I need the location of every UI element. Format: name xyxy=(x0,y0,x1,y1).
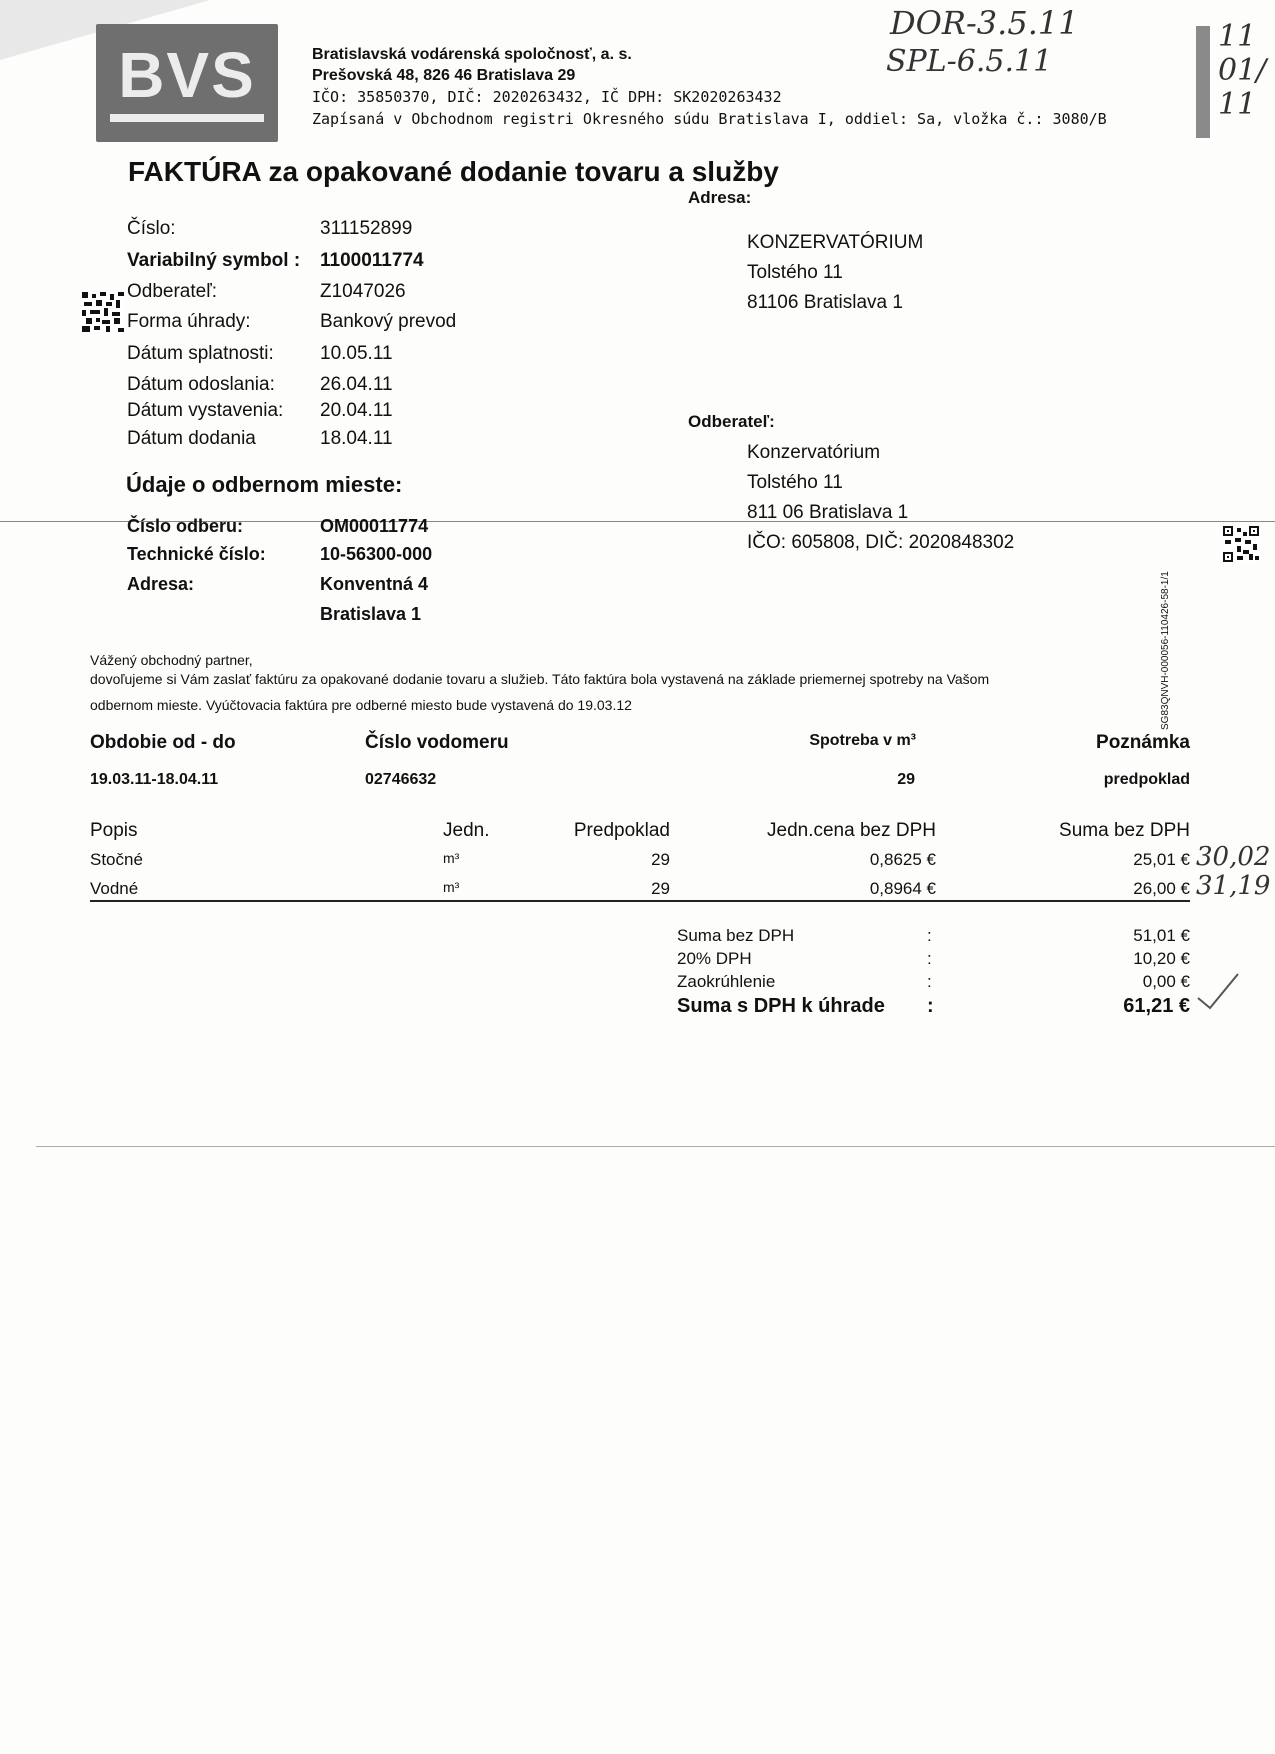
customer-line: 811 06 Bratislava 1 xyxy=(747,502,909,523)
invoice-field-label: Dátum dodania xyxy=(127,428,256,449)
consumption-point-heading: Údaje o odbernom mieste: xyxy=(126,472,403,497)
invoice-field-label: Dátum vystavenia: xyxy=(127,400,284,421)
meter-consumption: 29 xyxy=(897,771,915,788)
qr-code-right-icon xyxy=(1223,526,1259,562)
item-qty: 29 xyxy=(651,879,670,898)
meter-header-consumption: Spotreba v m³ xyxy=(809,732,916,749)
scan-mark-right xyxy=(1196,26,1210,138)
customer-line: Konzervatórium xyxy=(747,442,881,463)
consumption-point-label: Adresa: xyxy=(127,574,195,594)
address-heading: Adresa: xyxy=(688,188,752,207)
invoice-field-label: Forma úhrady: xyxy=(127,311,251,332)
company-register: Zapísaná v Obchodnom registri Okresného súdu Bratislava I, oddiel: Sa, vložka č.: 3080/B xyxy=(312,110,1107,128)
consumption-point-value: 10-56300-000 xyxy=(320,544,433,564)
total-separator: : xyxy=(927,972,932,991)
company-logo xyxy=(96,24,278,142)
company-address: Prešovská 48, 826 46 Bratislava 29 xyxy=(312,67,576,84)
customer-line: Tolstého 11 xyxy=(747,472,843,493)
invoice-field-value: 20.04.11 xyxy=(320,400,393,421)
invoice-field-label: Číslo: xyxy=(127,218,176,239)
side-document-code: SG83QNVH-000056-110426-58-1/1 xyxy=(1160,571,1171,730)
item-price: 0,8625 € xyxy=(869,850,936,869)
item-desc: Vodné xyxy=(90,879,139,898)
total-label: Suma bez DPH xyxy=(677,926,795,945)
handwritten-correction: 30,02 xyxy=(1196,842,1271,872)
address-line: KONZERVATÓRIUM xyxy=(747,232,924,253)
total-label: Zaokrúhlenie xyxy=(677,972,776,991)
address-line: 81106 Bratislava 1 xyxy=(747,292,903,313)
company-name: Bratislavská vodárenská spoločnosť, a. s. xyxy=(312,46,632,63)
item-sum: 25,01 € xyxy=(1133,850,1190,869)
total-value: 0,00 € xyxy=(1142,972,1190,991)
company-ids: IČO: 35850370, DIČ: 2020263432, IČ DPH: SK2020263432 xyxy=(312,88,782,106)
invoice-field-label: Odberateľ: xyxy=(127,281,218,302)
handwritten-note-2: SPL-6.5.11 xyxy=(886,44,1053,79)
invoice-field-label: Variabilný symbol : xyxy=(127,250,301,271)
items-header-sum: Suma bez DPH xyxy=(1059,820,1190,841)
item-price: 0,8964 € xyxy=(869,879,936,898)
item-desc: Stočné xyxy=(90,850,143,869)
total-separator: : xyxy=(927,949,932,968)
invoice-field-value: 10.05.11 xyxy=(320,343,393,364)
handwritten-corner-number: 1101/11 xyxy=(1218,19,1267,122)
item-unit: m³ xyxy=(443,850,460,866)
meter-header-period: Obdobie od - do xyxy=(90,732,236,753)
meter-period: 19.03.11-18.04.11 xyxy=(90,771,219,788)
consumption-point-value: Bratislava 1 xyxy=(320,604,422,624)
total-separator: : xyxy=(927,995,934,1017)
invoice-field-value: 311152899 xyxy=(320,218,413,239)
invoice-field-value: Z1047026 xyxy=(320,281,406,302)
items-bottom-rule xyxy=(90,900,1190,902)
invoice-title: FAKTÚRA za opakované dodanie tovaru a služby xyxy=(128,156,779,187)
item-sum: 26,00 € xyxy=(1133,879,1190,898)
item-unit: m³ xyxy=(443,879,460,895)
invoice-field-label: Dátum odoslania: xyxy=(127,374,275,395)
letter-line-2: odbernom mieste. Vyúčtovacia faktúra pre odberné miesto bude vystavená do 19.03.12 xyxy=(90,697,632,713)
items-header-price: Jedn.cena bez DPH xyxy=(767,820,936,841)
total-label: Suma s DPH k úhrade xyxy=(677,995,885,1017)
letter-line-1: dovoľujeme si Vám zaslať faktúru za opakované dodanie tovaru a služieb. Táto faktúra bola vystavená na základe priemernej spotreby na Vašom xyxy=(90,671,990,687)
customer-heading: Odberateľ: xyxy=(688,412,775,431)
lower-divider xyxy=(36,1146,1275,1147)
logo-stripe xyxy=(110,114,264,122)
address-line: Tolstého 11 xyxy=(747,262,843,283)
consumption-point-value: Konventná 4 xyxy=(320,574,429,594)
meter-header-number: Číslo vodomeru xyxy=(365,732,509,753)
qr-code-left-icon xyxy=(82,292,124,332)
meter-note: predpoklad xyxy=(1103,771,1190,788)
customer-line: IČO: 605808, DIČ: 2020848302 xyxy=(747,532,1015,553)
invoice-field-value: Bankový prevod xyxy=(320,311,457,332)
logo-text: BVS xyxy=(118,39,256,111)
items-header-qty: Predpoklad xyxy=(573,820,670,841)
total-value: 10,20 € xyxy=(1133,949,1190,968)
invoice-field-value: 18.04.11 xyxy=(320,428,393,449)
invoice-field-value: 1100011774 xyxy=(320,250,424,271)
letter-greeting: Vážený obchodný partner, xyxy=(90,652,253,668)
total-value: 61,21 € xyxy=(1123,995,1190,1017)
meter-header-note: Poznámka xyxy=(1096,732,1190,753)
checkmark-icon xyxy=(1196,972,1240,1012)
item-qty: 29 xyxy=(651,850,670,869)
invoice-field-value: 26.04.11 xyxy=(320,374,393,395)
meter-number: 02746632 xyxy=(365,771,437,788)
consumption-point-label: Číslo odberu: xyxy=(127,516,243,536)
handwritten-correction: 31,19 xyxy=(1196,871,1271,901)
consumption-point-label: Technické číslo: xyxy=(127,544,266,564)
items-header-unit: Jedn. xyxy=(443,820,490,841)
consumption-point-value: OM00011774 xyxy=(320,516,429,536)
handwritten-note-1: DOR-3.5.11 xyxy=(890,4,1079,42)
invoice-field-label: Dátum splatnosti: xyxy=(127,343,274,364)
items-header-desc: Popis xyxy=(90,820,138,841)
total-label: 20% DPH xyxy=(677,949,752,968)
total-separator: : xyxy=(927,926,932,945)
total-value: 51,01 € xyxy=(1133,926,1190,945)
